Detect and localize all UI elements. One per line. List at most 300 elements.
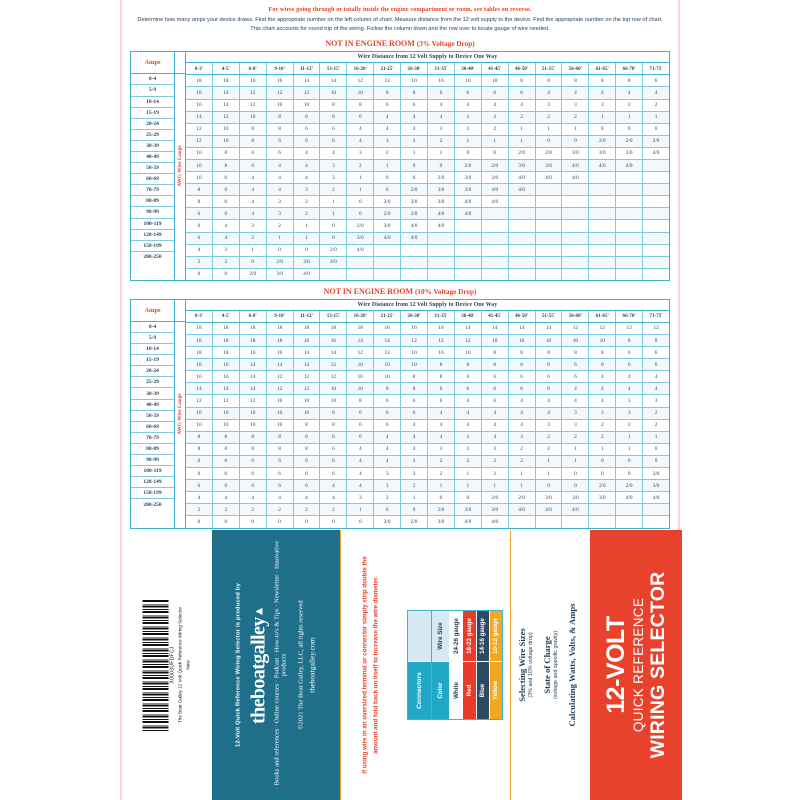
gauge-cell: [562, 196, 589, 207]
gauge-cell: [589, 516, 616, 527]
gauge-cell: 4: [654, 373, 658, 380]
gauge-cell: 14: [320, 347, 347, 358]
gauge-cell: 10: [401, 347, 428, 358]
gauge-cell: [616, 172, 643, 183]
intro-headline: For wires going through or totally inside the engine compartment or room, see tables on reverse.: [268, 6, 532, 13]
gauge-cell: 3: [482, 444, 509, 455]
gauge-cell: [589, 257, 616, 268]
gauge-cell: 4: [401, 420, 428, 431]
col-header-0-0: 0-3': [186, 63, 213, 74]
gauge-cell: [643, 160, 669, 171]
gauge-cell: 1: [509, 136, 536, 147]
gauge-cell: 2: [589, 420, 616, 431]
gauge-cell: 6: [374, 395, 401, 406]
contents-item-title: Calculating Watts, Volts, & Amps: [566, 603, 577, 727]
amps-cell: 80-89: [131, 444, 174, 455]
gauge-cell: 2: [482, 468, 509, 479]
col-header-0-6: 16-20': [347, 63, 374, 74]
connector-color: Yellow: [490, 661, 502, 719]
table-row: [186, 184, 669, 196]
amps-rows-1: [131, 322, 174, 511]
gauge-cell: 6: [320, 468, 347, 479]
chart-title-3pct: [122, 39, 678, 48]
gauge-cell: 2: [536, 444, 563, 455]
table-row: [186, 87, 669, 99]
gauge-cell: 8: [562, 347, 589, 358]
gauge-cell: [589, 220, 616, 231]
col-header-0-11: 41-45': [482, 63, 509, 74]
gauge-cell: 4/0: [509, 184, 536, 195]
gauge-cell: 4: [428, 432, 455, 443]
gauge-cell: 6: [374, 100, 401, 111]
gauge-cell: 3: [562, 408, 589, 419]
gauge-cell: 8: [213, 148, 240, 159]
gauge-cell: 3: [294, 184, 321, 195]
brand-panel: [212, 530, 340, 800]
gauge-cell: [374, 257, 401, 268]
gauge-cell: 0: [536, 480, 563, 491]
gauge-cell: 6: [401, 100, 428, 111]
table-row: [186, 432, 669, 444]
col-header-0-13: 51-55': [536, 63, 563, 74]
gauge-cell: 12: [267, 371, 294, 382]
gauge-cell: 6: [654, 349, 658, 356]
gauge-cell: 6: [294, 456, 321, 467]
gauge-cell: 2: [616, 420, 643, 431]
title-panel: [590, 530, 682, 800]
gauge-cell: 2/0: [589, 480, 616, 491]
connectors-header-row: [432, 611, 450, 719]
table-row: [186, 504, 669, 516]
gauge-cell: 2/0: [616, 136, 643, 147]
amps-cell: 30-39: [131, 141, 174, 152]
gauge-cell: 14: [536, 323, 563, 334]
gauge-cell: 4/0: [482, 184, 509, 195]
gauge-cell: 8: [616, 335, 643, 346]
gauge-cell: 8: [320, 408, 347, 419]
barcode-block: [143, 590, 192, 740]
brand-url[interactable]: theboatgalley.com: [307, 637, 317, 693]
gauge-cell: [509, 233, 536, 244]
gauge-cell: 6: [536, 359, 563, 370]
gauge-cell: 18: [213, 347, 240, 358]
gauge-cell: 2/0: [401, 516, 428, 527]
gauge-cell: 4/0: [652, 494, 660, 501]
amps-cell: 0-4: [131, 322, 174, 333]
gauge-cell: 8: [213, 432, 240, 443]
gauge-cell: [616, 184, 643, 195]
gauge-cell: 6: [455, 371, 482, 382]
gauge-cell: 2: [320, 184, 347, 195]
gauge-cell: 8: [213, 444, 240, 455]
col-header-1-3: 9-10': [267, 311, 294, 322]
gauge-cell: 3/0: [428, 196, 455, 207]
gauge-cell: 18: [186, 87, 213, 98]
gauge-cell: 8: [401, 383, 428, 394]
title-line-2: QUICK REFERENCE: [630, 597, 646, 733]
gauge-cell: 10: [509, 335, 536, 346]
table-row: [186, 160, 669, 172]
gauge-cell: 4: [240, 196, 267, 207]
amps-cell: 150-199: [131, 488, 174, 499]
gauge-cell: [401, 245, 428, 256]
gauge-cell: 14: [213, 100, 240, 111]
gauge-cell: 1: [267, 233, 294, 244]
gauge-cell: 10: [240, 408, 267, 419]
gauge-cell: 10: [267, 100, 294, 111]
connector-row: [477, 611, 490, 719]
gauge-cell: 2: [509, 444, 536, 455]
col-header-0-10: 36-40': [455, 63, 482, 74]
gauge-cell: [643, 516, 669, 527]
gauge-cell: [562, 245, 589, 256]
gauge-cell: 8: [320, 420, 347, 431]
gauge-cell: 3/0: [401, 208, 428, 219]
gauge-cell: 4: [536, 87, 563, 98]
amps-cell: 200-250: [143, 254, 162, 261]
gauge-cell: 2/0: [428, 504, 455, 515]
gauge-cell: [616, 257, 643, 268]
gauge-cell: [589, 208, 616, 219]
gauge-cell: 3/0: [562, 148, 589, 159]
gauge-cell: 10: [455, 75, 482, 86]
gauge-cell: 16: [374, 323, 401, 334]
gauge-cell: [562, 257, 589, 268]
gauge-cell: 3: [536, 420, 563, 431]
gauge-cell: 10: [294, 395, 321, 406]
gauge-cell: 10: [294, 100, 321, 111]
gauge-cell: 2/0: [374, 196, 401, 207]
gauge-cell: [455, 233, 482, 244]
col-header-0-9: 31-35': [428, 63, 455, 74]
amps-cell: 10-14: [131, 344, 174, 355]
gauge-cell: [562, 233, 589, 244]
gauge-cell: 12: [428, 335, 455, 346]
gauge-cell: 6: [320, 136, 347, 147]
amps-cell: 70-79: [131, 433, 174, 444]
gauge-cell: 4: [240, 492, 267, 503]
gauge-cell: 8: [616, 75, 643, 86]
gauge-cell: 6: [186, 208, 213, 219]
gauge-cell: 18: [267, 335, 294, 346]
gauge-cell: 6: [294, 468, 321, 479]
gauge-cell: 4: [455, 395, 482, 406]
amps-cell: 15-19: [131, 355, 174, 366]
voltage-drop-table-10pct: [130, 299, 670, 529]
contents-item-title: Selecting Wire Sizes: [516, 628, 527, 702]
gauge-cell: 8: [186, 184, 213, 195]
gauge-cell: 0: [320, 233, 347, 244]
gauge-cell: 2: [562, 432, 589, 443]
gauge-cell: 0: [455, 148, 482, 159]
col-header-0-7: 21-25': [374, 63, 401, 74]
gauge-cell: 12: [455, 335, 482, 346]
gauge-cell: 2/0: [347, 220, 374, 231]
gauge-cell: 1: [294, 220, 321, 231]
gauge-cell: 4/0: [374, 233, 401, 244]
gauge-cell: 4: [347, 456, 374, 467]
gauge-cell: [536, 196, 563, 207]
barcode-number: X0003UFDFCJ: [169, 646, 176, 684]
gauge-cell: 6: [186, 456, 213, 467]
gauge-cell: 10: [347, 359, 374, 370]
gauge-cell: 6: [347, 408, 374, 419]
gauge-cell: [589, 233, 616, 244]
table-row: [186, 269, 669, 280]
table-row: [186, 480, 669, 492]
gauge-cell: 3: [455, 112, 482, 123]
gauge-cell: 18: [213, 335, 240, 346]
gauge-cell: [643, 233, 669, 244]
col-header-1-10: 36-40': [455, 311, 482, 322]
table-row: [186, 75, 669, 87]
gauge-cell: 4/0: [536, 172, 563, 183]
gauge-cell: 4: [562, 383, 589, 394]
amps-cell: 60-69: [131, 422, 174, 433]
gauge-cell: [589, 504, 616, 515]
column-headers-0: [186, 63, 669, 75]
gauge-cell: 0: [562, 468, 589, 479]
gauge-cell: 6: [401, 408, 428, 419]
gauge-cell: 8: [320, 100, 347, 111]
gauge-cell: 16: [186, 100, 213, 111]
gauge-cell: 8: [347, 395, 374, 406]
gauge-cell: 3/0: [482, 504, 509, 515]
gauge-cell: 8: [186, 444, 213, 455]
amps-cell: 25-29: [131, 130, 174, 141]
gauge-cell: 10: [428, 347, 455, 358]
gauge-cell: 1: [509, 468, 536, 479]
gauge-cell: 6: [509, 87, 536, 98]
amps-cell: 150-199: [131, 241, 174, 252]
gauge-cell: 1: [401, 492, 428, 503]
gauge-cell: 4: [589, 395, 616, 406]
brand-logo: [248, 540, 271, 790]
table-row: [186, 371, 669, 383]
gauge-cell: [482, 269, 509, 280]
intro-body: Determine how many amps your device draws. Find the appropriate number on the left column of chart. Measure distance from the 12 volt supply to the device. Find the appropriate number on the top row of chart. This chart accounts for round trip of the wiring. Follow the column down and the row over to locate gauge of wire needed.: [137, 17, 663, 32]
gauge-cell: 2: [294, 196, 321, 207]
gauge-cell: 10: [240, 112, 267, 123]
gauge-cell: 1: [320, 196, 347, 207]
gauge-cell: 3/0: [589, 148, 616, 159]
gauge-cell: 1: [616, 112, 643, 123]
gauge-cell: 4/0: [347, 245, 374, 256]
gauge-cell: 12: [294, 371, 321, 382]
gauge-cell: [562, 269, 589, 280]
table-row: [186, 323, 669, 335]
gauge-cell: 3: [536, 100, 563, 111]
amps-cell: 0-4: [131, 74, 174, 85]
gauge-cell: 8: [509, 75, 536, 86]
contents-item-subtitle: (3% and 10% voltage drop): [527, 632, 534, 698]
gauge-cell: 6: [589, 359, 616, 370]
table-row: [186, 100, 669, 112]
brand-copyright: ©2021 The Boat Galley, LLC, all rights reserved: [297, 600, 305, 730]
gauge-cell: 10: [347, 87, 374, 98]
gauge-cell: [347, 269, 374, 280]
gauge-cell: 10: [482, 75, 509, 86]
gauge-cell: 4: [267, 184, 294, 195]
gauge-cell: 6: [267, 480, 294, 491]
gauge-cell: 3/0: [562, 492, 589, 503]
gauge-cell: 0: [455, 492, 482, 503]
gauge-cell: 10: [186, 172, 213, 183]
gauge-cell: 2/0: [616, 480, 643, 491]
gauge-cell: 4: [267, 492, 294, 503]
gauge-cell: 4: [320, 480, 347, 491]
triangle-icon: ▲: [251, 606, 266, 618]
gauge-cell: 3: [428, 444, 455, 455]
table-body-0: [186, 75, 669, 280]
gauge-cell: 4: [374, 432, 401, 443]
gauge-cell: 16: [267, 75, 294, 86]
col-header-0-12: 46-50': [509, 63, 536, 74]
gauge-cell: 2: [455, 124, 482, 135]
gauge-cell: 3/0: [401, 196, 428, 207]
gauge-cell: [509, 208, 536, 219]
gauge-cell: [643, 245, 669, 256]
gauge-cell: 6: [562, 371, 589, 382]
contents-item-subtitle: (voltage and specific gravity): [552, 630, 559, 700]
gauge-cell: 18: [213, 323, 240, 334]
gauge-cell: 14: [294, 347, 321, 358]
gauge-cell: 6: [347, 432, 374, 443]
amps-cell: 40-49: [131, 400, 174, 411]
gauge-cell: [482, 257, 509, 268]
gauge-cell: 3: [374, 136, 401, 147]
gauge-cell: 8: [482, 347, 509, 358]
gauge-cell: 2: [213, 504, 240, 515]
gauge-cell: 0: [240, 257, 267, 268]
connector-row: [463, 611, 476, 719]
gauge-cell: 2: [240, 504, 267, 515]
gauge-cell: 10: [294, 408, 321, 419]
gauge-cell: 0: [428, 492, 455, 503]
gauge-cell: 4: [294, 148, 321, 159]
gauge-cell: 6: [482, 395, 509, 406]
gauge-cell: 2: [320, 504, 347, 515]
col-header-1-12: 46-50': [509, 311, 536, 322]
gauge-cell: 12: [374, 75, 401, 86]
amps-cell: 100-119: [131, 219, 174, 230]
gauge-cell: 1: [455, 136, 482, 147]
gauge-cell: 10: [186, 160, 213, 171]
gauge-cell: 3/0: [347, 233, 374, 244]
gauge-cell: [509, 269, 536, 280]
amps-cell: 50-59: [131, 411, 174, 422]
table-row: [186, 516, 669, 527]
gauge-cell: [616, 196, 643, 207]
table-row: [186, 112, 669, 124]
connectors-header-color: Color: [432, 661, 449, 719]
col-header-0-5: 13-15': [320, 63, 347, 74]
table-row: [186, 468, 669, 480]
gauge-cell: 14: [509, 323, 536, 334]
gauge-cell: 6: [320, 432, 347, 443]
gauge-cell: 4/0: [482, 516, 509, 527]
gauge-cell: 12: [616, 323, 643, 334]
gauge-cell: [455, 257, 482, 268]
gauge-cell: 2: [654, 422, 658, 429]
gauge-cell: 0: [213, 269, 240, 280]
gauge-cell: 2: [374, 148, 401, 159]
brand-bullets: · Books and references · Online courses · Podcast · How-to's & Tips · Newsletter · Innovative products: [273, 540, 288, 790]
gauge-cell: 4: [320, 148, 347, 159]
gauge-cell: 1: [428, 148, 455, 159]
gauge-cell: 18: [186, 75, 213, 86]
gauge-cell: 8: [213, 160, 240, 171]
gauge-cell: 2/0: [320, 245, 347, 256]
gauge-cell: [374, 245, 401, 256]
gauge-cell: 2: [589, 432, 616, 443]
col-header-0-14: 56-60': [562, 63, 589, 74]
gauge-cell: 18: [186, 323, 213, 334]
gauge-cell: 4: [401, 432, 428, 443]
chart-title-sub-0: (3% Voltage Drop): [416, 40, 475, 49]
gauge-cell: 3: [482, 112, 509, 123]
gauge-cell: 3: [213, 245, 240, 256]
gauge-cell: 6: [186, 468, 213, 479]
table-row: [186, 148, 669, 160]
gauge-cell: 16: [320, 335, 347, 346]
gauge-cell: 6: [347, 420, 374, 431]
gauge-cell: 6: [509, 371, 536, 382]
gauge-cell: 14: [294, 359, 321, 370]
col-header-0-1: 4-5': [213, 63, 240, 74]
column-headers-1: [186, 311, 669, 323]
gauge-cell: 4: [536, 408, 563, 419]
gauge-cell: 8: [428, 371, 455, 382]
gauge-cell: 8: [374, 87, 401, 98]
gauge-cell: 4/0: [536, 504, 563, 515]
gauge-cell: 4: [401, 444, 428, 455]
gauge-cell: 2/0: [428, 172, 455, 183]
gauge-cell: 10: [267, 395, 294, 406]
gauge-cell: 2: [509, 112, 536, 123]
gauge-cell: 4: [240, 208, 267, 219]
gauge-cell: 3: [320, 160, 347, 171]
gauge-cell: [536, 208, 563, 219]
gauge-cell: 2: [186, 257, 213, 268]
gauge-cell: 6: [267, 148, 294, 159]
gauge-cell: 6: [320, 124, 347, 135]
table-row: [186, 208, 669, 220]
gauge-cell: 4: [455, 420, 482, 431]
gauge-cell: 6: [186, 220, 213, 231]
gauge-cell: 6: [509, 383, 536, 394]
gauge-cell: 1: [401, 148, 428, 159]
gauge-column-1: [175, 300, 186, 528]
gauge-cell: 0: [267, 516, 294, 527]
gauge-cell: [374, 269, 401, 280]
gauge-cell: 18: [294, 323, 321, 334]
gauge-cell: 18: [240, 335, 267, 346]
gauge-cell: 3/0: [455, 504, 482, 515]
gauge-cell: [616, 504, 643, 515]
gauge-cell: 4: [482, 100, 509, 111]
gauge-cell: 10: [320, 383, 347, 394]
gauge-cell: 0: [616, 124, 643, 135]
contents-panel: [510, 530, 590, 800]
gauge-cell: 4: [589, 383, 616, 394]
gauge-cell: 18: [186, 359, 213, 370]
gauge-cell: 8: [240, 444, 267, 455]
tip-text: If using wire in an oversized terminal or connector simply strip double the amount and fold back on itself to increase the wire diameter.: [360, 556, 379, 774]
gauge-cell: 0: [654, 446, 658, 453]
gauge-cell: 8: [536, 75, 563, 86]
gauge-cell: 4: [643, 87, 669, 98]
